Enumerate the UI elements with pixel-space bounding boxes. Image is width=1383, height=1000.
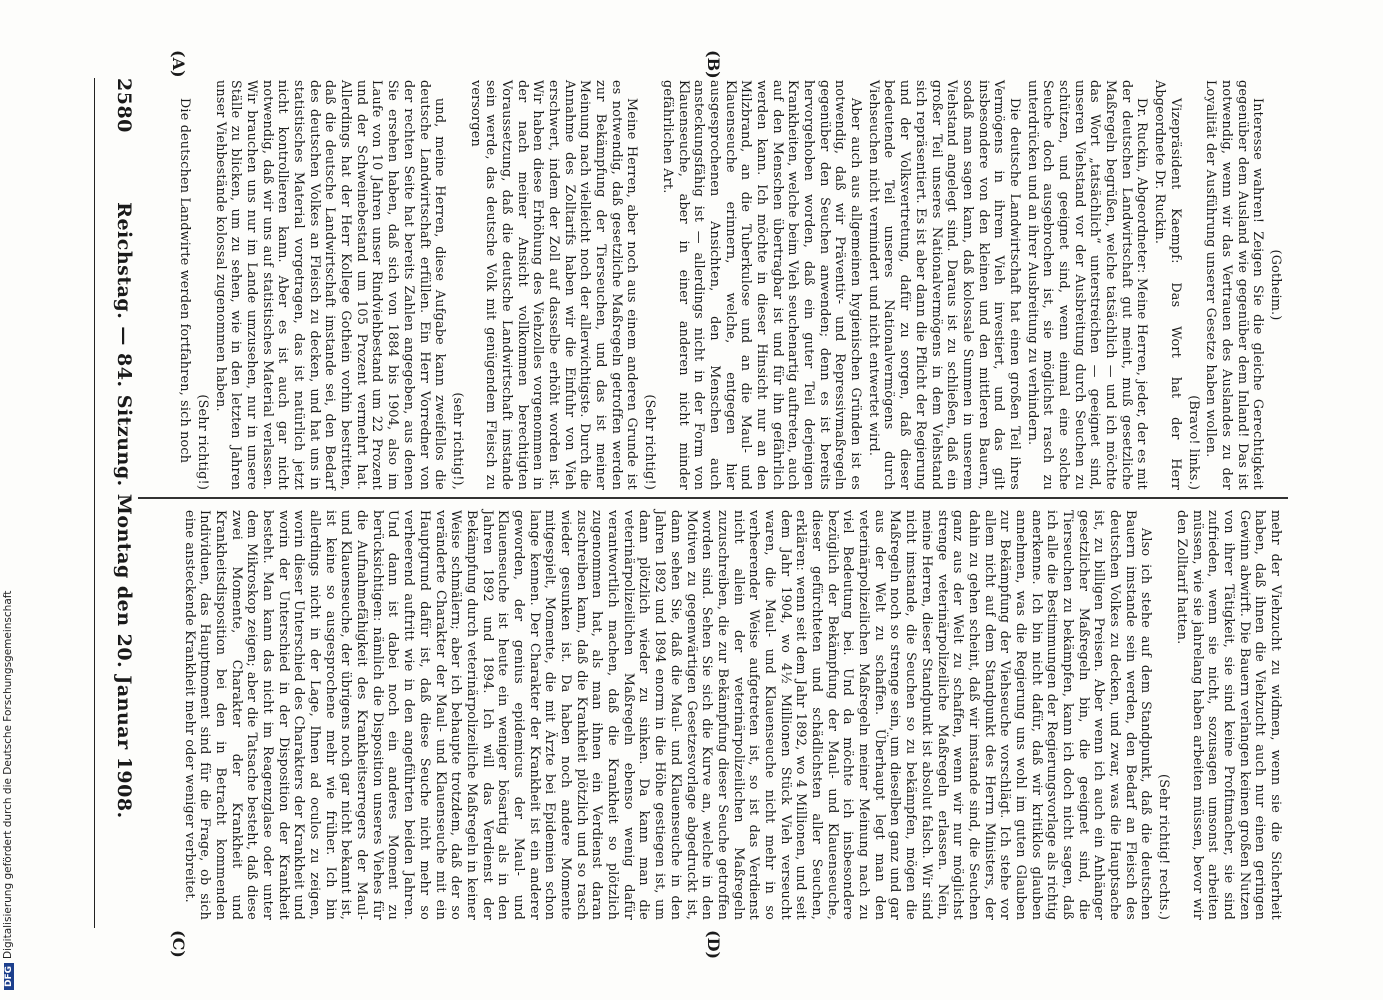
paragraph: Dr. Ruckin, Abgeordneter: Meine Herren, jeder, der es mit der deutschen Landwirtschaft gut meint, muß gesetzliche Maßregeln begrüßen, welche tatsächlich — und ich möchte das Wort „tatsächlich“ unterstreichen — geeignet sind, unseren Viehstand vor der Ausbreitung durch Seuchen zu schützen, und geeignet sind, wenn einmal eine solche Seuche doch ausgebrochen ist, sie möglichst rasch zu unterdrücken und an ihrer Ausbreitung zu verhindern. [1024, 80, 1150, 490]
paragraph: mehr der Viehzucht zu widmen, wenn sie die Sicherheit haben, daß ihnen die Viehzucht auch nur einen geringen Gewinn abwirft. Die Bauern verlangen keinen großen Nutzen von ihrer Tätigkeit, sie sind keine Profitmacher, sie sind zufrieden, wenn sie nicht, sozusagen umsonst arbeiten müssen, wie sie jahrelang haben arbeiten müssen, bevor wir den Zolltarif hatten. [1173, 510, 1283, 920]
paragraph: (Gotheim.) [1268, 249, 1283, 321]
page-title: Reichstag. — 84. Sitzung. Montag den 20. Januar 1908. [113, 202, 135, 819]
credit-text: Digitalisierung gefördert durch die Deutsche Forschungsgemeinschaft [2, 590, 14, 959]
paragraph: und, meine Herren, diese Aufgabe kann zweifellos die deutsche Landwirtschaft erfüllen. Ein Herr Vorredner von der rechten Seite hat bereits Zahlen angegeben, aus denen Sie ersehen haben, daß sich von 1884 bis 1904, also im Laufe von 10 Jahren unser Rindviehbestand um 22 Prozent und der Schweinebestand um 105 Prozent vermehrt hat. Allerdings hat der Herr Kollege Gothein vorhin bestritten, daß die deutsche Landwirtschaft imstande sei, den Bedarf des deutschen Volkes an Fleisch zu decken, und hat uns in statistisches Material vorgetragen, das ist natürlich jetzt nicht kontrollieren kann. Aber es ist auch gar nicht notwendig, daß wir uns auf statistisches Material verlassen. Wir brauchen uns nur im Lande umzusehen, nur in unsere Ställe zu blicken, um zu sehen, wie in den letzten Jahren unser Viehbestände kolossal zugenommen haben. [212, 80, 448, 490]
paragraph: Also ich stehe auf dem Standpunkt, daß die deutschen Bauern imstande sein werden, den Bedarf an Fleisch des deutschen Volkes zu decken, und zwar, was die Hauptsache ist, zu billigen Preisen. Aber wenn ich auch ein Anhänger gesetzlicher Maßregeln bin, die geeignet sind, die Tierseuchen zu bekämpfen, kann ich doch nicht sagen, daß ich alle die Bestimmungen der Regierungsvorlage als richtig anerkenne. Ich bin nicht dafür, daß wir kritiklos glauben annehmen, was die Regierung uns wohl im guten Glauben zur Bekämpfung der Viehseuche vorschlägt. Ich stehe vor allem nicht auf dem Standpunkt des Herrn Ministers, der dahin zu gehen scheint, daß wir imstande sind, die Seuchen ganz aus der Welt zu schaffen, wenn wir nur möglichst strenge veterinärpolizeiliche Maßregeln erlassen. Nein, meine Herren, dieser Standpunkt ist absolut falsch. Wir sind nicht imstande, die Seuchen so zu bekämpfen, mögen die Maßregeln noch so strenge sein, um dieselben ganz und gar aus der Welt zu schaffen. Überhaupt legt man den veterinärpolizeilichen Maßregeln meiner Meinung nach zu viel Bedeutung bei. Und da möchte ich insbesondere bezüglich der Bekämpfung der Maul- und Klauenseuche, dieser gefürchteten und schädlichsten aller Seuchen, erklären: wenn seit dem Jahr 1892, wo 4 Millionen, und seit dem Jahr 1904, wo 4½ Millionen Stück Vieh verseucht waren, die Maul- und Klauenseuche nicht mehr in so verheerender Weise aufgetreten ist, so ist das Verdienst nicht allein der veterinärpolizeilichen Maßregeln zuzuschreiben, die zur Bekämpfung dieser Seuche getroffen worden sind. Sehen Sie sich die Kurve an, welche in den Motiven zu gegenwärtigen Gesetzesvorlage abgedruckt ist, dann sehen Sie, daß die Maul- und Klauenseuche in den Jahren 1892 und 1894 enorm in die Höhe gestiegen ist, um dann plötzlich wieder zu sinken. Da kann man die veterinärpolizeilichen Maßregeln ebenso wenig dafür verantwortlich machen, daß die Krankheit so plötzlich zugenommen hat, als man ihnen ein Verdienst daran zuschreiben kann, daß die Krankheit plötzlich und so rasch wieder gesunken ist. Da haben noch andere Momente mitgespielt, Momente, die mit Ärzte bei Epidemien schon lange kennen. Der Charakter der Krankheit ist ein anderer geworden, der genius epidemicus der Maul- und Klauenseuche ist heute ein weniger bösartig als in den Jahren 1892 und 1894. Ich will das Verdienst der Bekämpfung durch veterinärpolizeiliche Maßregeln in keiner Weise schmälern; aber ich behaupte trotzdem, daß der so veränderte Charakter der Maul- und Klauenseuche mit ein Hauptgrund dafür ist, daß diese Seuche nicht mehr so verheerend auftritt wie in den angeführten beiden Jahren. Und dann ist dabei noch ein anderes Moment zu berücksichtigen: nämlich die Disposition unseres Viehes für die Aufnahmefähigkeit des Krankheitserregers der Maul- und Klauenseuche, der übrigens noch gar nicht bekannt ist, ist keine so ausgesprochene mehr wie früher. Ich bin allerdings nicht in der Lage, Ihnen ad oculos zu zeigen, worin dieser Unterschied des Charakters der Krankheit und worin der Unterschied in der Disposition der Krankheit besteht. Man kann das nicht im Reagenzglase oder unter dem Mikroskop zeigen; aber die Tatsache besteht, daß diese zwei Momente, Charakter der Krankheit und Krankheitsdisposition bei den in Betracht kommenden Individuen, das Hauptmoment sind für die Frage, ob sich eine ansteckende Krankheit mehr oder weniger verbreitet. [181, 510, 1154, 920]
margin-mark-b: (B) [704, 50, 723, 79]
credit-strip [0, 0, 20, 1000]
margin-mark-c: (C) [169, 930, 188, 958]
paragraph: Vizepräsident Kaempf: Das Wort hat der Herr Abgeordnete Dr. Ruckin. [1152, 80, 1183, 490]
page-header [94, 78, 135, 928]
dfg-logo: DFG [4, 963, 14, 990]
paragraph: (Sehr richtig!) [194, 394, 210, 490]
paragraph: Die deutschen Landwirte werden fortfahren, sich noch [177, 98, 193, 464]
paragraph: (sehr richtig!), [449, 392, 465, 490]
paragraph: (Bravo! links.) [1185, 395, 1201, 490]
left-column [175, 80, 1283, 490]
paragraph: (Sehr richtig!) [642, 394, 658, 490]
margin-mark-d: (D) [704, 930, 723, 960]
right-column [179, 510, 1283, 920]
column-divider [138, 497, 1288, 499]
paragraph: Die deutsche Landwirtschaft hat einen großen Teil ihres Vermögens in ihrem Vieh investiert, und das gilt insbesondere von den kleinen und den mittleren Bauern, sodaß man sagen kann, daß kolossale Summen in unserem Viehstand angelegt sind. Daraus ist zu schließen, daß ein großer Teil unseres Nationalvermögens in dem Viehstand sich repräsentiert. Es ist aber dann die Pflicht der Regierung und der Volksvertretung, dafür zu sorgen, daß dieser bedeutende Teil unseres Nationalvermögens durch Viehseuchen nicht vermindert und nicht entwertet wird. [865, 80, 1022, 490]
paragraph: (Sehr richtig! rechts.) [1156, 774, 1172, 920]
margin-mark-a: (A) [169, 50, 188, 78]
paragraph: Aber auch aus allgemeinen hygienischen Gründen ist es notwendig, daß wir Präventiv- und Repressivmaßregeln gegenüber den Seuchen anwenden; denn es ist bereits hervorgehoben worden, daß ein guter Teil derjenigen Krankheiten, welche beim Vieh seuchenartig auftreten, auch auf den Menschen übertragbar ist und für ihn gefährlich werden kann. Ich möchte in dieser Hinsicht nur an den Milzbrand, an die Tuberkulose und an die Maul- und Klauenseuche erinnern, welche, entgegen hier ausgesprochenen Ansichten, den Menschen auch ansteckungsfähig ist — allerdings nicht in der Form von Klauenseuche, aber in einer anderen nicht minder gefährlichen Art. [659, 80, 864, 490]
paragraph: Meine Herren, aber noch aus einem anderen Grunde ist es notwendig, daß gesetzliche Maßregeln getroffen werden zur Bekämpfung der Tierseuchen, und das ist meiner Meinung nach vielleicht noch der allerwichtigste. Durch die Annahme des Zolltarifs haben wir die Einfuhr von Vieh erschwert, indem der Zoll auf dasselbe erhöht worden ist. Wir haben diese Erhöhung des Viehzolles vorgenommen in der nach meiner Ansicht vollkommen berechtigten Voraussetzung, daß die deutsche Landwirtschaft imstande sein werde, das deutsche Volk mit genügendem Fleisch zu versorgen [467, 80, 640, 490]
paragraph: Interesse wahren! Zeigen Sie die gleiche Gerechtigkeit gegenüber dem Ausland wie gegenüber dem Inland! Das ist notwendig, wenn wir das Vertrauen des Auslandes zu der Loyalität der Ausführung unserer Gesetze haben wollen. [1203, 80, 1266, 490]
digitization-credit [2, 0, 14, 990]
page-number: 2580 [113, 78, 135, 133]
